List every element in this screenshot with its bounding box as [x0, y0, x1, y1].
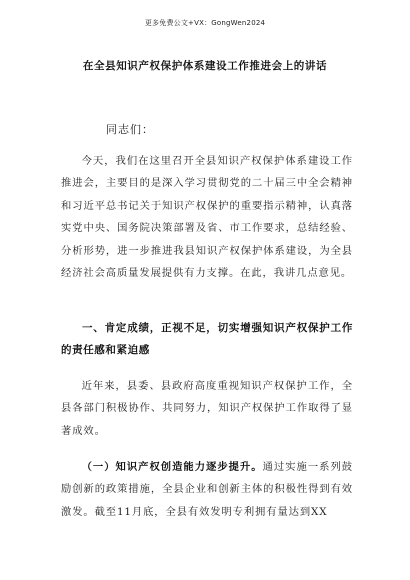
section-one-heading: 一、肯定成绩，正视不足，切实增强知识产权保护工作的责任感和紧迫感: [61, 322, 353, 357]
subsection-one-paragraph: [61, 456, 353, 523]
intro-paragraph: 今天，我们在这里召开全县知识产权保护体系建设工作推进会，主要目的是深入学习贯彻党的二十届三中全会精神和习近平总书记关于知识产权保护的重要指示精神，认真落实党中央、国务院决策部署及省、市工作要求，总结经验、分析形势，进一步推进我县知识产权保护体系建设，为全县经济社会高质量发展提供有力支撑。在此，我讲几点意见。: [61, 155, 353, 280]
header-note: 更多免费公文+VX：GongWen2024: [144, 19, 266, 27]
subsection-one-body: 通过实施一系列鼓励创新的政策措施，全县企业和创新主体的积极性得到有效激发。截至11月底，全县有效发明专利拥有量达到XX: [61, 461, 353, 518]
document-title: 在全县知识产权保护体系建设工作推进会上的讲话: [82, 60, 328, 72]
subsection-one-heading: （一）知识产权创造能力逐步提升。: [81, 461, 263, 473]
section-one-paragraph: 近年来，县委、县政府高度重视知识产权保护工作，全县各部门积极协作、共同努力，知识产权保护工作取得了显著成效。: [61, 380, 353, 437]
salutation: 同志们：: [106, 123, 154, 136]
